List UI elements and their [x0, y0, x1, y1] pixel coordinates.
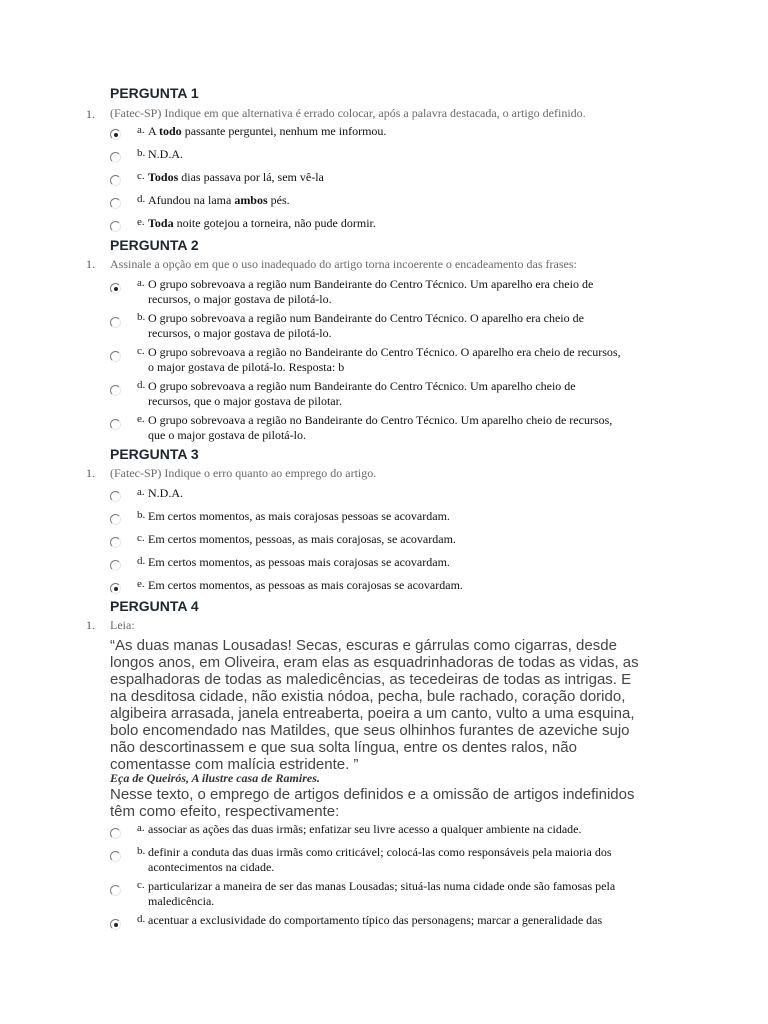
radio-button[interactable]	[110, 828, 121, 839]
radio-button-checked[interactable]	[110, 919, 121, 930]
quote-author: Eça de Queirós, A ilustre casa de Ramires.	[110, 771, 320, 785]
quote-passage	[110, 637, 670, 773]
option-letter: b.	[137, 509, 146, 521]
option-letter: e.	[137, 216, 145, 228]
question-2-title: PERGUNTA 2	[110, 237, 199, 253]
passage-line: “As duas manas Lousadas! Secas, escuras e gárrulas como cigarras, desde	[110, 637, 617, 654]
radio-button[interactable]	[110, 514, 121, 525]
passage-line: longos anos, em Oliveira, eram elas as esquadrinhadoras de todas as vidas, as	[110, 654, 639, 671]
option-text: O grupo sobrevoava a região num Bandeirante do Centro Técnico. O aparelho era cheio de recursos, o major gostava de pilotá-lo.	[148, 311, 584, 340]
option-text: Todos dias passava por lá, sem vê-la	[148, 170, 324, 184]
radio-button[interactable]	[110, 152, 121, 163]
radio-button[interactable]	[110, 885, 121, 896]
option-letter: a.	[137, 486, 145, 498]
question-3-number: 1.	[86, 466, 95, 480]
radio-button[interactable]	[110, 851, 121, 862]
radio-button-checked[interactable]	[110, 129, 121, 140]
question-3-stem: (Fatec-SP) Indique o erro quanto ao emprego do artigo.	[110, 466, 377, 480]
radio-button[interactable]	[110, 175, 121, 186]
passage-line: bolo encomendado nas Matildes, que seus olhinhos furantes de azeviche sujo	[110, 722, 630, 739]
option-text: particularizar a maneira de ser das manas Lousadas; situá-las numa cidade onde são famosas pela maledicência.	[148, 879, 616, 908]
radio-button[interactable]	[110, 419, 121, 430]
question-1-title: PERGUNTA 1	[110, 85, 199, 101]
option-text: Em certos momentos, as mais corajosas pessoas se acovardam.	[148, 509, 450, 523]
option-letter: e.	[137, 413, 145, 425]
option-text: N.D.A.	[148, 486, 183, 500]
option-letter: d.	[137, 379, 146, 391]
option-text: associar as ações das duas irmãs; enfatizar seu livre acesso a qualquer ambiente na cidade.	[148, 822, 582, 836]
option-text: definir a conduta das duas irmãs como criticável; colocá-las como responsáveis pela maioria dos acontecimentos na cidade.	[148, 845, 612, 874]
radio-button[interactable]	[110, 317, 121, 328]
option-letter: e.	[137, 578, 145, 590]
passage-line: algibeira arrasada, janela entreaberta, poeira a um canto, vulto a uma esquina,	[110, 705, 635, 722]
option-text: Em certos momentos, pessoas, as mais corajosas, se acovardam.	[148, 532, 456, 546]
option-text: O grupo sobrevoava a região no Bandeirante do Centro Técnico. O aparelho era cheio de recursos, o major gostava de pilotá-lo. Resposta: b	[148, 345, 621, 374]
option-text: N.D.A.	[148, 147, 183, 161]
radio-button[interactable]	[110, 385, 121, 396]
option-letter: d.	[137, 913, 146, 925]
question-2-stem: Assinale a opção em que o uso inadequado do artigo torna incoerente o encadeamento das frases:	[110, 257, 577, 271]
passage-line: comentasse com malícia estridente. ”	[110, 756, 359, 773]
option-letter: d.	[137, 555, 146, 567]
radio-button-checked[interactable]	[110, 283, 121, 294]
option-letter: b.	[137, 311, 146, 323]
prompt-line: têm como efeito, respectivamente:	[110, 803, 340, 820]
option-letter: c.	[137, 345, 145, 357]
question-1-number: 1.	[86, 107, 95, 121]
passage-line: não descortinassem e que sua solta língua, entre os dentes ralos, não	[110, 739, 577, 756]
question-4-number: 1.	[86, 618, 95, 632]
question-4-stem: Leia:	[110, 618, 135, 632]
radio-button[interactable]	[110, 351, 121, 362]
radio-button[interactable]	[110, 537, 121, 548]
option-text: Em certos momentos, as pessoas mais corajosas se acovardam.	[148, 555, 450, 569]
question-4-prompt	[110, 786, 670, 820]
option-letter: c.	[137, 879, 145, 891]
option-letter: d.	[137, 193, 146, 205]
question-4-title: PERGUNTA 4	[110, 598, 199, 614]
prompt-line: Nesse texto, o emprego de artigos definidos e a omissão de artigos indefinidos	[110, 786, 635, 803]
radio-button-checked[interactable]	[110, 583, 121, 594]
option-letter: a.	[137, 277, 145, 289]
option-letter: b.	[137, 147, 146, 159]
option-letter: c.	[137, 532, 145, 544]
option-text: A todo passante perguntei, nenhum me informou.	[148, 124, 387, 138]
option-text: O grupo sobrevoava a região num Bandeirante do Centro Técnico. Um aparelho era cheio de recursos, o major gostava de pilotá-lo.	[148, 277, 594, 306]
radio-button[interactable]	[110, 198, 121, 209]
passage-line: na desditosa cidade, não existia nódoa, pecha, bule rachado, coração dorido,	[110, 688, 626, 705]
option-letter: c.	[137, 170, 145, 182]
radio-button[interactable]	[110, 560, 121, 571]
question-3-title: PERGUNTA 3	[110, 446, 199, 462]
option-text: Afundou na lama ambos pés.	[148, 193, 290, 207]
option-text: O grupo sobrevoava a região num Bandeirante do Centro Técnico. Um aparelho cheio de recursos, que o major gostava de pilotar.	[148, 379, 576, 408]
option-text: Em certos momentos, as pessoas as mais corajosas se acovardam.	[148, 578, 463, 592]
option-letter: a.	[137, 124, 145, 136]
option-letter: b.	[137, 845, 146, 857]
question-1-stem: (Fatec-SP) Indique em que alternativa é errado colocar, após a palavra destacada, o artigo definido.	[110, 106, 586, 120]
radio-button[interactable]	[110, 221, 121, 232]
passage-line: espalhadoras de todas as maledicências, as tecedeiras de todas as intrigas. E	[110, 671, 632, 688]
option-text: O grupo sobrevoava a região no Bandeirante do Centro Técnico. Um aparelho cheio de recursos, que o major gostava de pilotá-lo.	[148, 413, 613, 442]
question-2-number: 1.	[86, 257, 95, 271]
option-text: acentuar a exclusividade do comportamento típico das personagens; marcar a generalidade das	[148, 913, 603, 927]
radio-button[interactable]	[110, 491, 121, 502]
option-text: Toda noite gotejou a torneira, não pude dormir.	[148, 216, 376, 230]
option-letter: a.	[137, 822, 145, 834]
